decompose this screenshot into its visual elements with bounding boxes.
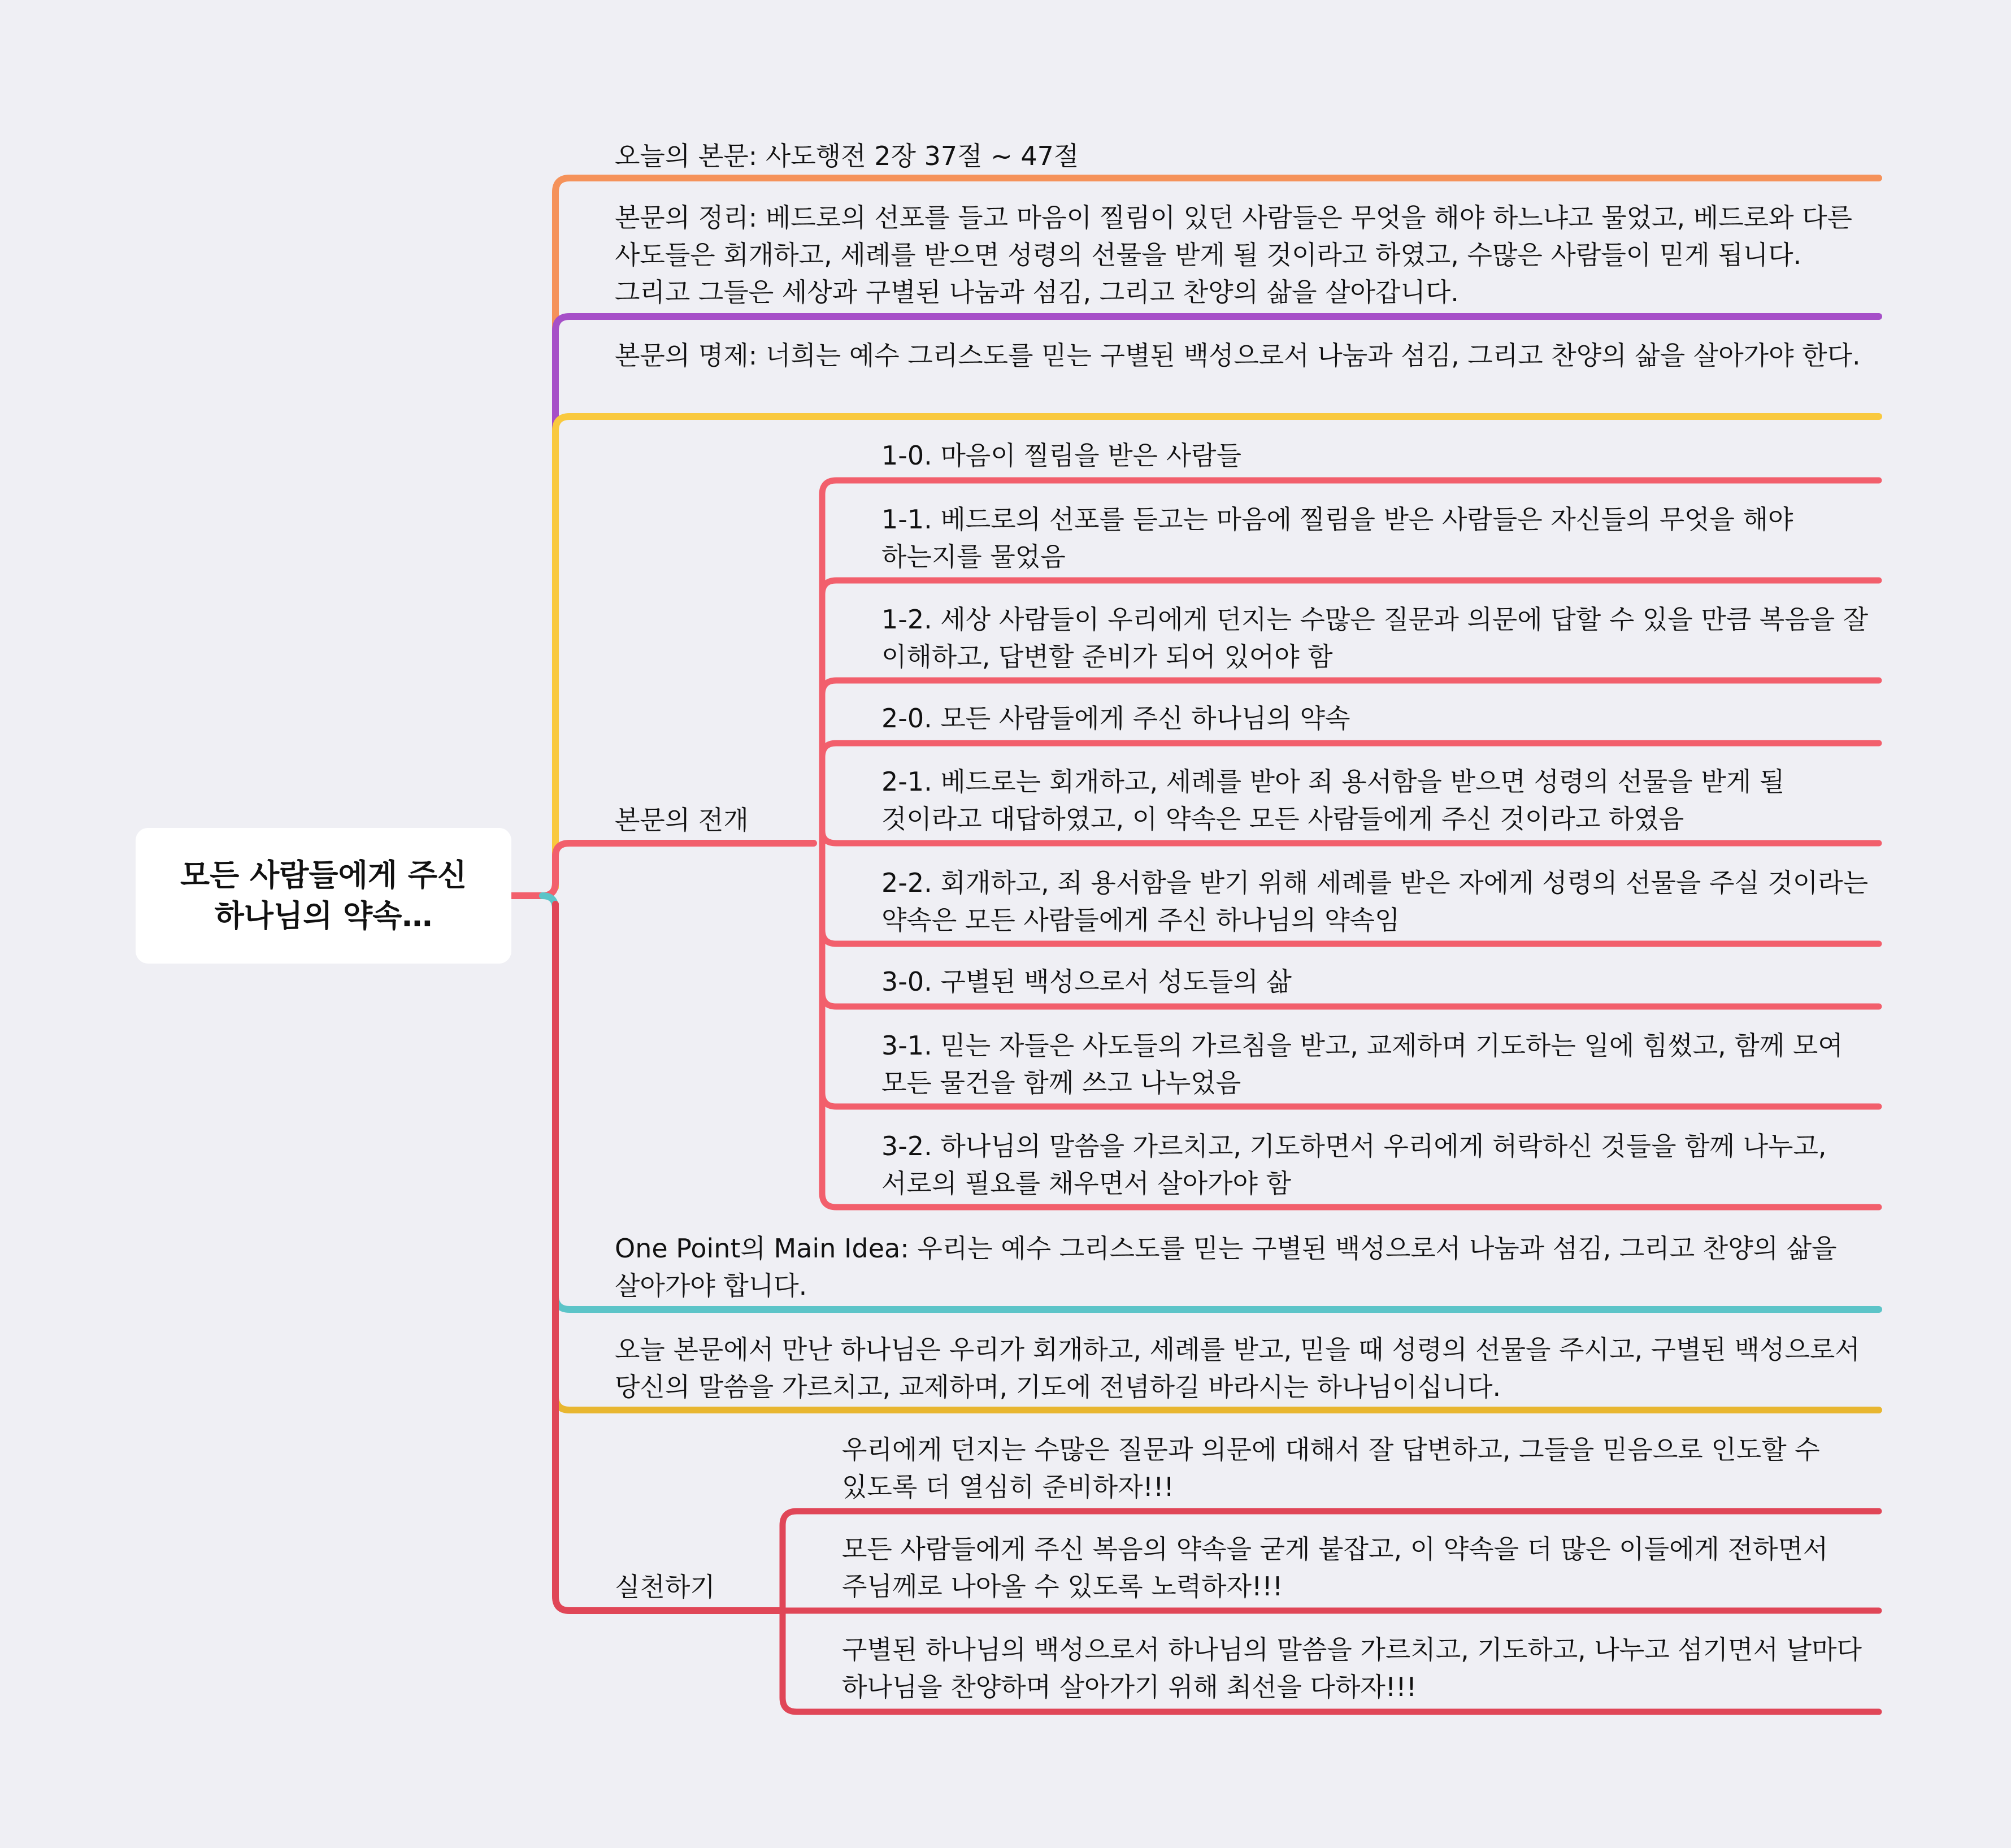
development-item[interactable] bbox=[881, 1127, 1870, 1202]
development-item-label: 1-1. 베드로의 선포를 듣고는 마음에 찔림을 받은 사람들은 자신들의 무엇을 해야 하는지를 물었음 bbox=[881, 504, 1793, 572]
branch-development[interactable] bbox=[615, 801, 749, 839]
branch-main-idea[interactable] bbox=[615, 1230, 1872, 1304]
development-item-label: 2-1. 베드로는 회개하고, 세례를 받아 죄 용서함을 받으면 성령의 선물을 받게 될 것이라고 대답하였고, 이 약속은 모든 사람들에게 주신 것이라고 하였음 bbox=[881, 766, 1785, 834]
development-item[interactable] bbox=[881, 963, 1870, 1000]
development-item[interactable] bbox=[881, 501, 1870, 575]
development-item-label: 3-1. 믿는 자들은 사도들의 가르침을 받고, 교제하며 기도하는 일에 힘썼고, 함께 모여 모든 물건을 함께 쓰고 나누었음 bbox=[881, 1030, 1843, 1098]
root-topic[interactable] bbox=[136, 828, 511, 964]
root-topic-label: 모든 사람들에게 주신 하나님의 약속… bbox=[180, 857, 467, 934]
development-item[interactable] bbox=[881, 700, 1870, 737]
branch-god-label: 오늘 본문에서 만난 하나님은 우리가 회개하고, 세례를 받고, 믿을 때 성령의 선물을 주시고, 구별된 백성으로서 당신의 말씀을 가르치고, 교제하며, 기도에 전념하길 바라시는 하나님이십니다. bbox=[615, 1334, 1860, 1402]
development-item-label: 3-2. 하나님의 말씀을 가르치고, 기도하면서 우리에게 허락하신 것들을 함께 나누고, 서로의 필요를 채우면서 살아가야 함 bbox=[881, 1131, 1827, 1199]
development-item[interactable] bbox=[881, 437, 1870, 474]
branch-practice-label: 실천하기 bbox=[615, 1572, 715, 1602]
practice-item-label: 모든 사람들에게 주신 복음의 약속을 굳게 붙잡고, 이 약속을 더 많은 이들에게 전하면서 주님께로 나아올 수 있도록 노력하자!!! bbox=[842, 1534, 1828, 1602]
development-item-label: 1-0. 마음이 찔림을 받은 사람들 bbox=[881, 440, 1242, 471]
development-item-label: 2-0. 모든 사람들에게 주신 하나님의 약속 bbox=[881, 703, 1350, 734]
branch-god[interactable] bbox=[615, 1331, 1872, 1405]
branch-text-label: 오늘의 본문: 사도행전 2장 37절 ~ 47절 bbox=[615, 141, 1079, 171]
development-item-label: 3-0. 구별된 백성으로서 성도들의 삶 bbox=[881, 966, 1292, 997]
branch-proposition-label: 본문의 명제: 너희는 예수 그리스도를 믿는 구별된 백성으로서 나눔과 섬김, 그리고 찬양의 삶을 살아가야 한다. bbox=[615, 340, 1861, 371]
development-item[interactable] bbox=[881, 601, 1870, 675]
practice-item[interactable] bbox=[842, 1431, 1870, 1506]
branch-text[interactable] bbox=[615, 137, 1079, 175]
branch-main-idea-label: One Point의 Main Idea: 우리는 예수 그리스도를 믿는 구별된 백성으로서 나눔과 섬김, 그리고 찬양의 삶을 살아가야 합니다. bbox=[615, 1233, 1837, 1301]
development-item-label: 2-2. 회개하고, 죄 용서함을 받기 위해 세례를 받은 자에게 성령의 선물을 주실 것이라는 약속은 모든 사람들에게 주신 하나님의 약속임 bbox=[881, 867, 1869, 935]
development-item[interactable] bbox=[881, 763, 1870, 838]
practice-item-label: 구별된 하나님의 백성으로서 하나님의 말씀을 가르치고, 기도하고, 나누고 섬기면서 날마다 하나님을 찬양하며 살아가기 위해 최선을 다하자!!! bbox=[842, 1634, 1862, 1702]
branch-summary-label: 본문의 정리: 베드로의 선포를 들고 마음이 찔림이 있던 사람들은 무엇을 해야 하느냐고 물었고, 베드로와 다른 사도들은 회개하고, 세례를 받으면 성령의 선물을 받게 될 것이라고 하였고, 수많은 사람들이 믿게 됩니다. 그리고 그들은 세상과 구별된 나눔과 섬김, 그리고 찬양의 삶을 살아갑니다. bbox=[615, 202, 1853, 307]
practice-item[interactable] bbox=[842, 1631, 1870, 1706]
branch-practice[interactable] bbox=[615, 1568, 715, 1606]
practice-item[interactable] bbox=[842, 1530, 1870, 1605]
branch-development-label: 본문의 전개 bbox=[615, 805, 749, 835]
branch-summary[interactable] bbox=[615, 199, 1872, 311]
practice-item-label: 우리에게 던지는 수많은 질문과 의문에 대해서 잘 답변하고, 그들을 믿음으로 인도할 수 있도록 더 열심히 준비하자!!! bbox=[842, 1434, 1820, 1502]
development-item[interactable] bbox=[881, 1027, 1870, 1101]
development-item-label: 1-2. 세상 사람들이 우리에게 던지는 수많은 질문과 의문에 답할 수 있을 만큼 복음을 잘 이해하고, 답변할 준비가 되어 있어야 함 bbox=[881, 604, 1869, 672]
development-item[interactable] bbox=[881, 864, 1870, 939]
branch-proposition[interactable] bbox=[615, 337, 1872, 374]
